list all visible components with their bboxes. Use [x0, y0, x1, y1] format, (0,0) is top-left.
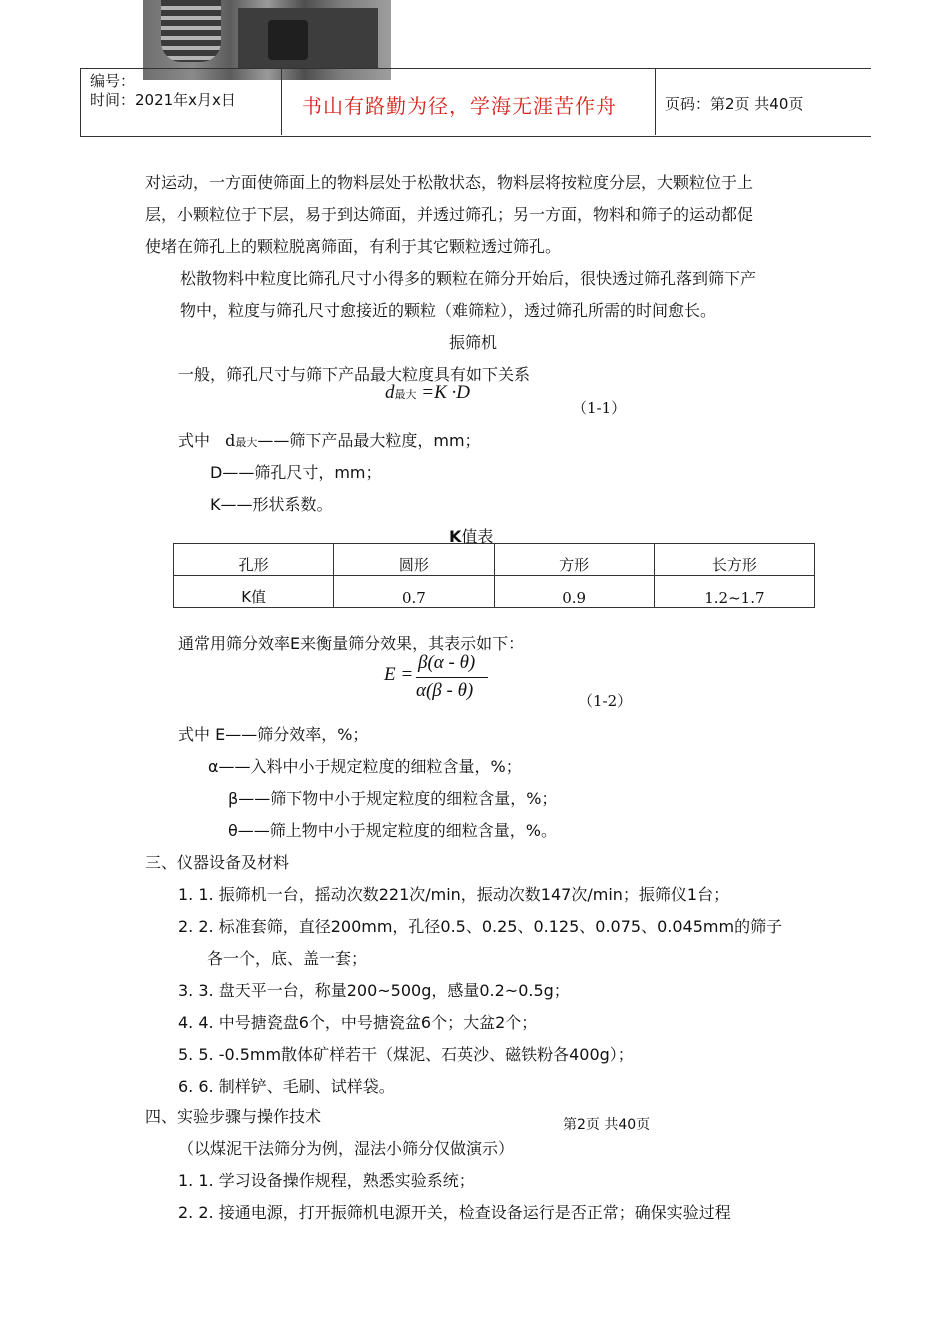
page-code: 页码：第2页 共40页	[665, 95, 804, 113]
formula-2-denominator: α(β - θ)	[416, 680, 474, 701]
footer-page: 第2页 共40页	[563, 1117, 651, 1133]
table-cell: 0.7	[334, 576, 494, 608]
section-note: （以煤泥干法筛分为例，湿法小筛分仅做演示）	[178, 1139, 515, 1158]
list-item: 1. 1. 振筛机一台，摇动次数221次/min，振动次数147次/min；振筛仪1台；	[178, 885, 730, 904]
formula-d: d	[385, 382, 395, 403]
serial-label: 编号：	[90, 72, 136, 90]
where-line: θ——筛上物中小于规定粒度的细粒含量，%。	[228, 821, 557, 840]
fraction-bar	[416, 677, 488, 678]
list-item: 4. 4. 中号搪瓷盘6个，中号搪瓷盆6个；大盆2个；	[178, 1013, 538, 1032]
table-title-k: K	[449, 527, 462, 546]
where-line: β——筛下物中小于规定粒度的细粒含量，%；	[228, 789, 558, 808]
table-title-rest: 值表	[461, 527, 494, 546]
relation-intro: 一般，筛孔尺寸与筛下产品最大粒度具有如下关系	[178, 365, 531, 384]
where-d-desc: ——筛下产品最大粒度，mm；	[257, 431, 481, 450]
where-d-sub: 最大	[235, 436, 258, 449]
text-line: 对运动，一方面使筛面上的物料层处于松散状态，物料层将按粒度分层，大颗粒位于上	[145, 173, 754, 192]
where-d: d	[225, 431, 236, 450]
time-label: 时间：2021年x月x日	[90, 91, 236, 109]
table-cell: K值	[174, 576, 334, 608]
table-cell: 1.2~1.7	[654, 576, 814, 608]
section-title: 三、仪器设备及材料	[145, 853, 290, 872]
machine-body	[238, 8, 378, 68]
formula-d-sub: 最大	[394, 388, 417, 401]
where-line: 式中 E——筛分效率，%；	[178, 725, 369, 744]
list-item: 2. 2. 标准套筛，直径200mm，孔径0.5、0.25、0.125、0.075、0.045mm的筛子	[178, 917, 783, 936]
formula-2-numerator: β(α - θ)	[418, 652, 476, 673]
text-line: 物中，粒度与筛孔尺寸愈接近的颗粒（难筛粒），透过筛孔所需的时间愈长。	[180, 301, 717, 320]
list-item: 5. 5. -0.5mm散体矿样若干（煤泥、石英沙、磁铁粉各400g）；	[178, 1045, 634, 1064]
list-item: 2. 2. 接通电源，打开振筛机电源开关，检查设备运行是否正常；确保实验过程	[178, 1203, 731, 1222]
list-item: 6. 6. 制样铲、毛刷、试样袋。	[178, 1077, 395, 1096]
where-D: D——筛孔尺寸，mm；	[210, 463, 382, 482]
formula-rhs: =K ·D	[421, 382, 470, 403]
k-value-table	[173, 543, 815, 608]
header-divider	[655, 68, 656, 135]
text-line: 松散物料中粒度比筛孔尺寸小得多的颗粒在筛分开始后，很快透过筛孔落到筛下产	[180, 269, 757, 288]
list-item: 3. 3. 盘天平一台，称量200~500g，感量0.2~0.5g；	[178, 981, 570, 1000]
where-line: α——入料中小于规定粒度的细粒含量，%；	[208, 757, 522, 776]
table-header-cell: 长方形	[654, 544, 814, 576]
formula-2-lhs: E =	[384, 664, 414, 685]
formula-2-number: （1-2）	[578, 692, 633, 710]
where-K: K——形状系数。	[210, 495, 333, 514]
figure-caption: 振筛机	[449, 333, 498, 352]
where-lead: 式中	[178, 431, 211, 450]
table-header-cell: 孔形	[174, 544, 334, 576]
spring-coil	[161, 0, 221, 62]
text-line: 使堵在筛孔上的颗粒脱离筛面，有利于其它颗粒透过筛孔。	[145, 237, 562, 256]
machine-part	[268, 20, 308, 60]
efficiency-intro: 通常用筛分效率E来衡量筛分效果，其表示如下：	[178, 634, 525, 653]
table-header-row	[174, 544, 815, 576]
list-item: 1. 1. 学习设备操作规程，熟悉实验系统；	[178, 1171, 475, 1190]
section-title: 四、实验步骤与操作技术	[145, 1107, 322, 1126]
formula-1-number: （1-1）	[572, 399, 627, 417]
table-header-cell: 方形	[494, 544, 654, 576]
formula-1	[385, 382, 470, 404]
list-item: 各一个，底、盖一套；	[207, 949, 368, 968]
table-row	[174, 576, 815, 608]
where-line	[178, 428, 481, 451]
table-cell: 0.9	[494, 576, 654, 608]
text-line: 层，小颗粒位于下层，易于到达筛面，并透过筛孔；另一方面，物料和筛子的运动都促	[145, 205, 754, 224]
motto: 书山有路勤为径，学海无涯苦作舟	[302, 94, 617, 118]
table-header-cell: 圆形	[334, 544, 494, 576]
header-divider	[281, 68, 282, 135]
